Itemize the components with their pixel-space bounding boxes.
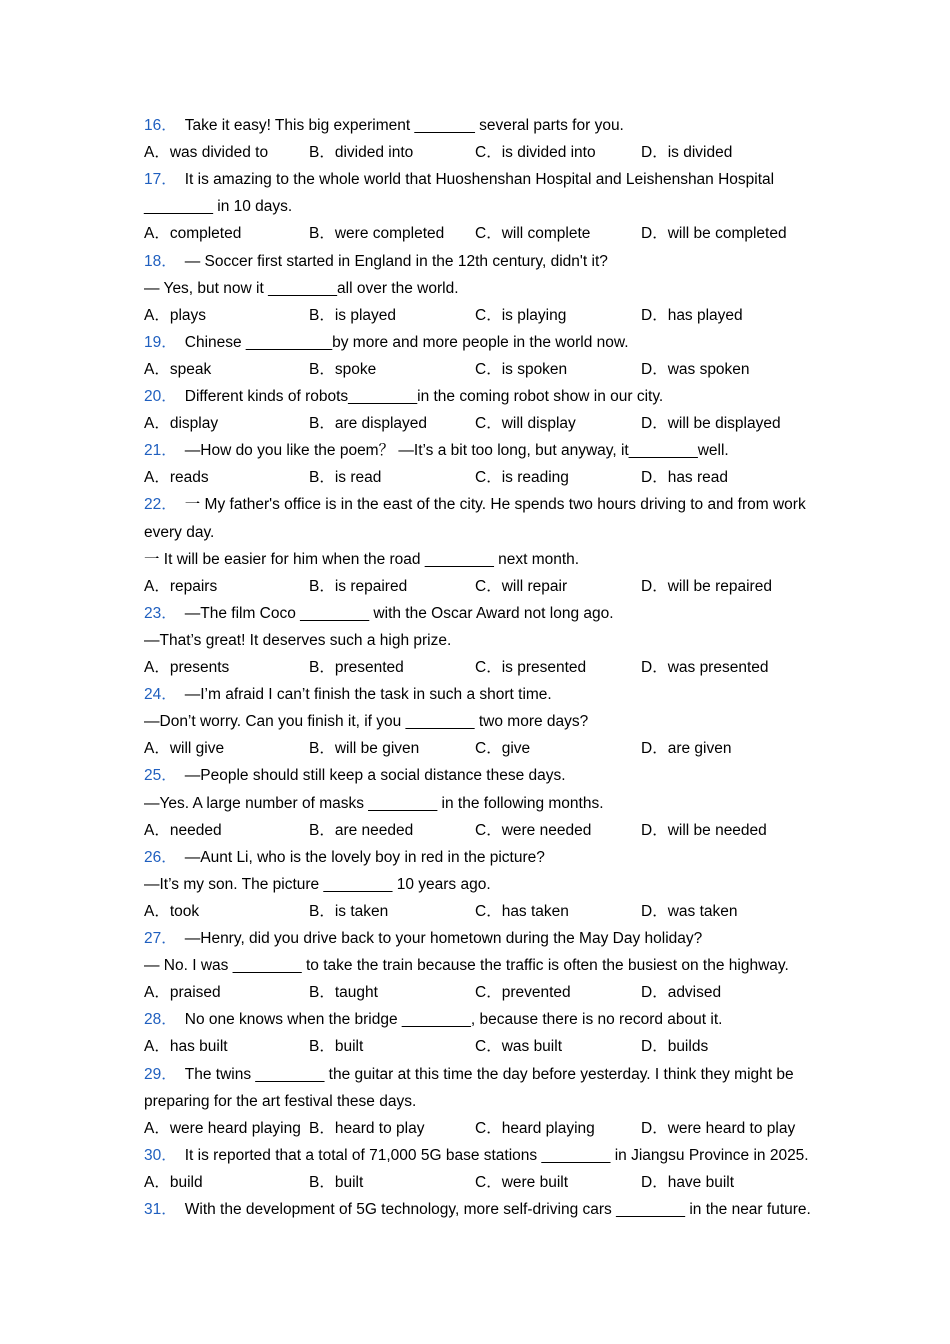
answer-option: D．will be needed: [641, 821, 767, 839]
answer-option: A．has built: [144, 1038, 228, 1056]
answer-option: C．has taken: [475, 902, 569, 920]
answer-option: A．speak: [144, 360, 212, 378]
question-text: No one knows when the bridge ________, because there is no record about it.: [184, 1011, 723, 1029]
question-text: —How do you like the poem？ —It’s a bit too long, but anyway, it________well.: [184, 442, 729, 460]
question-stem: [144, 844, 814, 871]
question-stem: [144, 1196, 814, 1223]
question-text-line: [144, 546, 814, 573]
answer-options: [144, 735, 814, 762]
question-text: Chinese __________by more and more people in the world now.: [184, 333, 629, 351]
answer-option: B．is repaired: [309, 577, 408, 595]
answer-option: C．is divided into: [475, 144, 596, 162]
answer-option: B．is played: [309, 306, 397, 324]
question-text: preparing for the art festival these days.: [144, 1092, 417, 1110]
question-stem: [144, 166, 814, 193]
question-stem: [144, 112, 814, 139]
question-text-line: [144, 708, 814, 735]
answer-options: [144, 1033, 814, 1060]
answer-options: [144, 464, 814, 491]
answer-option: A．took: [144, 902, 200, 920]
answer-options: [144, 410, 814, 437]
question-number: 17．: [144, 171, 177, 189]
answer-option: A．display: [144, 415, 219, 433]
question-stem: [144, 248, 814, 275]
question-text: The twins ________ the guitar at this time the day before yesterday. I think they might be: [184, 1065, 794, 1083]
question-text-line: [144, 627, 814, 654]
question-stem: [144, 329, 814, 356]
answer-option: B．built: [309, 1038, 364, 1056]
answer-option: B．taught: [309, 984, 378, 1002]
answer-option: C．will complete: [475, 225, 591, 243]
question-text-line: [144, 193, 814, 220]
question-text-line: [144, 275, 814, 302]
question-stem: [144, 1006, 814, 1033]
question-number: 20．: [144, 388, 177, 405]
answer-option: B．heard to play: [309, 1119, 425, 1137]
question-number: 21．: [144, 442, 177, 460]
answer-options: [144, 139, 814, 166]
question-number: 30．: [144, 1146, 177, 1164]
question-text-line: [144, 871, 814, 898]
answer-option: A．was divided to: [144, 144, 269, 162]
question-text: —That’s great! It deserves such a high prize.: [144, 631, 452, 649]
question-text: It is reported that a total of 71,000 5G base stations ________ in Jiangsu Province in 2025.: [184, 1146, 809, 1164]
answer-option: C．is spoken: [475, 360, 568, 378]
question-text: —Aunt Li, who is the lovely boy in red in the picture?: [184, 848, 545, 866]
question-text: It is amazing to the whole world that Huoshenshan Hospital and Leishenshan Hospital: [184, 171, 775, 189]
question-number: 19．: [144, 333, 177, 351]
answer-option: A．repairs: [144, 577, 218, 595]
question-number: 24．: [144, 686, 177, 704]
question-number: 18．: [144, 252, 177, 270]
answer-option: D．is divided: [641, 144, 733, 162]
question-text: —Yes. A large number of masks ________ in the following months.: [144, 794, 604, 812]
answer-option: D．will be displayed: [641, 415, 781, 433]
answer-option: D．has read: [641, 469, 729, 487]
question-number: 29．: [144, 1065, 177, 1083]
answer-option: A．build: [144, 1173, 203, 1191]
question-number: 28．: [144, 1011, 177, 1029]
answer-option: B．are displayed: [309, 415, 428, 433]
question-text-line: [144, 952, 814, 979]
answer-option: D．have built: [641, 1173, 735, 1191]
answer-option: B．are needed: [309, 821, 414, 839]
answer-option: D．has played: [641, 306, 743, 324]
answer-option: B．were completed: [309, 225, 445, 243]
answer-option: C．will display: [475, 415, 576, 433]
question-text: —The film Coco ________ with the Oscar Award not long ago.: [184, 604, 614, 622]
question-text: Take it easy! This big experiment _______ several parts for you.: [184, 117, 624, 134]
answer-option: C．prevented: [475, 984, 571, 1002]
answer-option: C．were needed: [475, 821, 592, 839]
answer-option: D．will be repaired: [641, 577, 772, 595]
question-stem: [144, 762, 814, 789]
answer-option: C．is playing: [475, 306, 567, 324]
question-text-line: [144, 519, 814, 546]
answer-option: B．spoke: [309, 360, 377, 378]
question-number: 31．: [144, 1201, 177, 1218]
question-stem: [144, 383, 814, 410]
question-text: — Soccer first started in England in the 12th century, didn't it?: [184, 252, 608, 270]
answer-option: D．were heard to play: [641, 1119, 796, 1137]
answer-option: B．divided into: [309, 144, 414, 162]
question-number: 16．: [144, 117, 177, 134]
answer-option: A．completed: [144, 225, 242, 243]
answer-option: D．builds: [641, 1038, 709, 1056]
answer-option: D．advised: [641, 984, 722, 1002]
question-text: —People should still keep a social distance these days.: [184, 767, 566, 785]
question-text: — Yes, but now it ________all over the world.: [144, 279, 459, 297]
answer-option: C．were built: [475, 1173, 569, 1191]
answer-option: B．presented: [309, 659, 404, 676]
question-number: 27．: [144, 930, 177, 947]
answer-options: [144, 979, 814, 1006]
answer-options: [144, 817, 814, 844]
question-stem: [144, 1142, 814, 1169]
answer-options: [144, 1115, 814, 1142]
answer-options: [144, 1169, 814, 1196]
question-text: With the development of 5G technology, more self-driving cars ________ in the near future.: [184, 1201, 811, 1218]
answer-options: [144, 654, 814, 681]
answer-option: D．will be completed: [641, 225, 787, 243]
answer-option: C．will repair: [475, 577, 568, 595]
question-number: 25．: [144, 767, 177, 785]
answer-option: A．needed: [144, 821, 222, 839]
question-text: —I’m afraid I can’t finish the task in such a short time.: [184, 686, 552, 704]
answer-option: C．heard playing: [475, 1119, 595, 1137]
answer-option: B．is taken: [309, 902, 389, 920]
answer-option: A．presents: [144, 659, 230, 676]
answer-option: C．was built: [475, 1038, 562, 1056]
question-text: 一 My father's office is in the east of the city. He spends two hours driving to and from work: [184, 496, 806, 514]
answer-options: [144, 356, 814, 383]
question-text: —Henry, did you drive back to your hometown during the May Day holiday?: [184, 930, 703, 947]
answer-options: [144, 898, 814, 925]
answer-option: C．is presented: [475, 659, 587, 676]
answer-option: D．was presented: [641, 659, 769, 676]
question-stem: [144, 600, 814, 627]
question-stem: [144, 1061, 814, 1088]
question-stem: [144, 491, 814, 518]
question-text: —Don’t worry. Can you finish it, if you ________ two more days?: [144, 713, 589, 731]
question-text: Different kinds of robots________in the coming robot show in our city.: [184, 388, 664, 405]
answer-option: D．are given: [641, 740, 732, 758]
question-text: 一 It will be easier for him when the road ________ next month.: [144, 550, 580, 568]
answer-options: [144, 573, 814, 600]
answer-option: D．was spoken: [641, 360, 750, 378]
answer-option: B．is read: [309, 469, 382, 487]
answer-option: B．built: [309, 1173, 364, 1191]
answer-option: A．reads: [144, 469, 209, 487]
question-stem: [144, 925, 814, 952]
question-text-line: [144, 790, 814, 817]
question-number: 26．: [144, 848, 177, 866]
answer-option: A．were heard playing: [144, 1119, 301, 1137]
question-text-line: [144, 1088, 814, 1115]
question-text: —It’s my son. The picture ________ 10 years ago.: [144, 875, 491, 893]
question-stem: [144, 437, 814, 464]
question-text: — No. I was ________ to take the train because the traffic is often the busiest on the highway.: [144, 957, 789, 975]
answer-option: B．will be given: [309, 740, 420, 758]
answer-option: C．give: [475, 740, 531, 758]
answer-options: [144, 220, 814, 247]
question-text: every day.: [144, 523, 215, 541]
answer-option: C．is reading: [475, 469, 569, 487]
question-number: 22．: [144, 496, 177, 514]
answer-option: D．was taken: [641, 902, 738, 920]
answer-option: A．praised: [144, 984, 221, 1002]
answer-options: [144, 302, 814, 329]
answer-option: A．plays: [144, 306, 207, 324]
answer-option: A．will give: [144, 740, 225, 758]
question-text: ________ in 10 days.: [144, 198, 293, 216]
question-number: 23．: [144, 604, 177, 622]
question-stem: [144, 681, 814, 708]
